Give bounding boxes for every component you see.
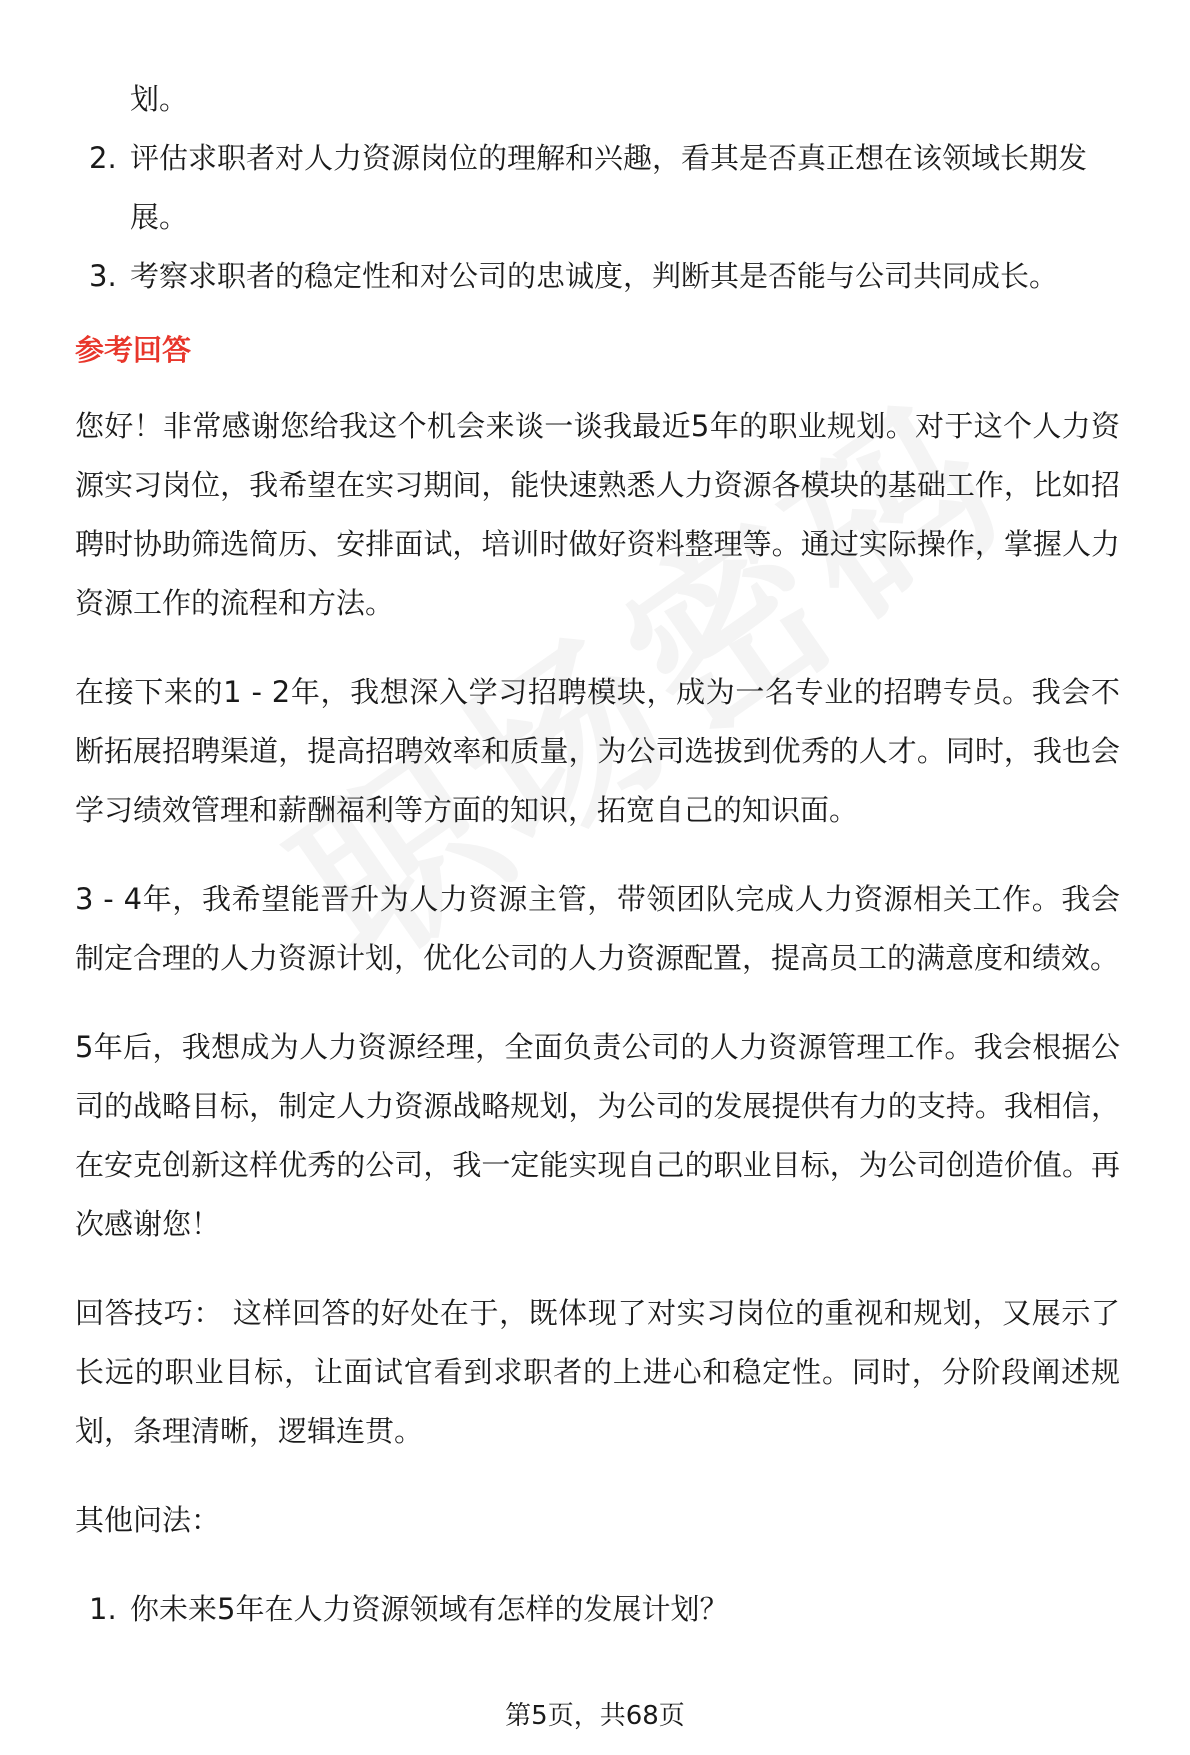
other-questions-label: 其他问法：: [75, 1503, 221, 1537]
answer-paragraph: 在接下来的1 - 2年，我想深入学习招聘模块，成为一名专业的招聘专员。我会不断拓展招聘渠道，提高招聘效率和质量，为公司选拔到优秀的人才。同时，我也会学习绩效管理和薪酬福利等方面的知识，拓宽自己的知识面。: [75, 675, 1120, 827]
list-item-text: 你未来5年在人力资源领域有怎样的发展计划？: [130, 1592, 729, 1626]
list-number: 2.: [89, 141, 117, 175]
answer-paragraph: 您好！非常感谢您给我这个机会来谈一谈我最近5年的职业规划。对于这个人力资源实习岗位，我希望在实习期间，能快速熟悉人力资源各模块的基础工作，比如招聘时协助筛选简历、安排面试，培训时做好资料整理等。通过实际操作，掌握人力资源工作的流程和方法。: [75, 409, 1120, 620]
content-area: [75, 70, 1120, 1639]
list-item-text: 评估求职者对人力资源岗位的理解和兴趣，看其是否真正想在该领域长期发展。: [130, 141, 1088, 234]
answer-paragraph: 3 - 4年，我希望能晋升为人力资源主管，带领团队完成人力资源相关工作。我会制定合理的人力资源计划，优化公司的人力资源配置，提高员工的满意度和绩效。: [75, 882, 1120, 975]
answer-tips: 回答技巧： 这样回答的好处在于，既体现了对实习岗位的重视和规划，又展示了长远的职业目标，让面试官看到求职者的上进心和稳定性。同时，分阶段阐述规划，条理清晰，逻辑连贯。: [75, 1296, 1120, 1448]
list-item: [75, 247, 1120, 306]
list-item-text: 考察求职者的稳定性和对公司的忠诚度，判断其是否能与公司共同成长。: [130, 259, 1059, 293]
list-item-continuation: 划。: [130, 82, 189, 116]
list-number: 3.: [89, 259, 117, 293]
page-number: 第5页，共68页: [505, 1701, 685, 1731]
list-number: 1.: [89, 1592, 117, 1626]
list-item: [75, 1580, 1120, 1639]
answer-paragraph: 5年后，我想成为人力资源经理，全面负责公司的人力资源管理工作。我会根据公司的战略目标，制定人力资源战略规划，为公司的发展提供有力的支持。我相信，在安克创新这样优秀的公司，我一定能实现自己的职业目标，为公司创造价值。再次感谢您！: [75, 1030, 1120, 1241]
list-item: [75, 129, 1120, 247]
reference-answer-heading: 参考回答: [75, 333, 192, 367]
